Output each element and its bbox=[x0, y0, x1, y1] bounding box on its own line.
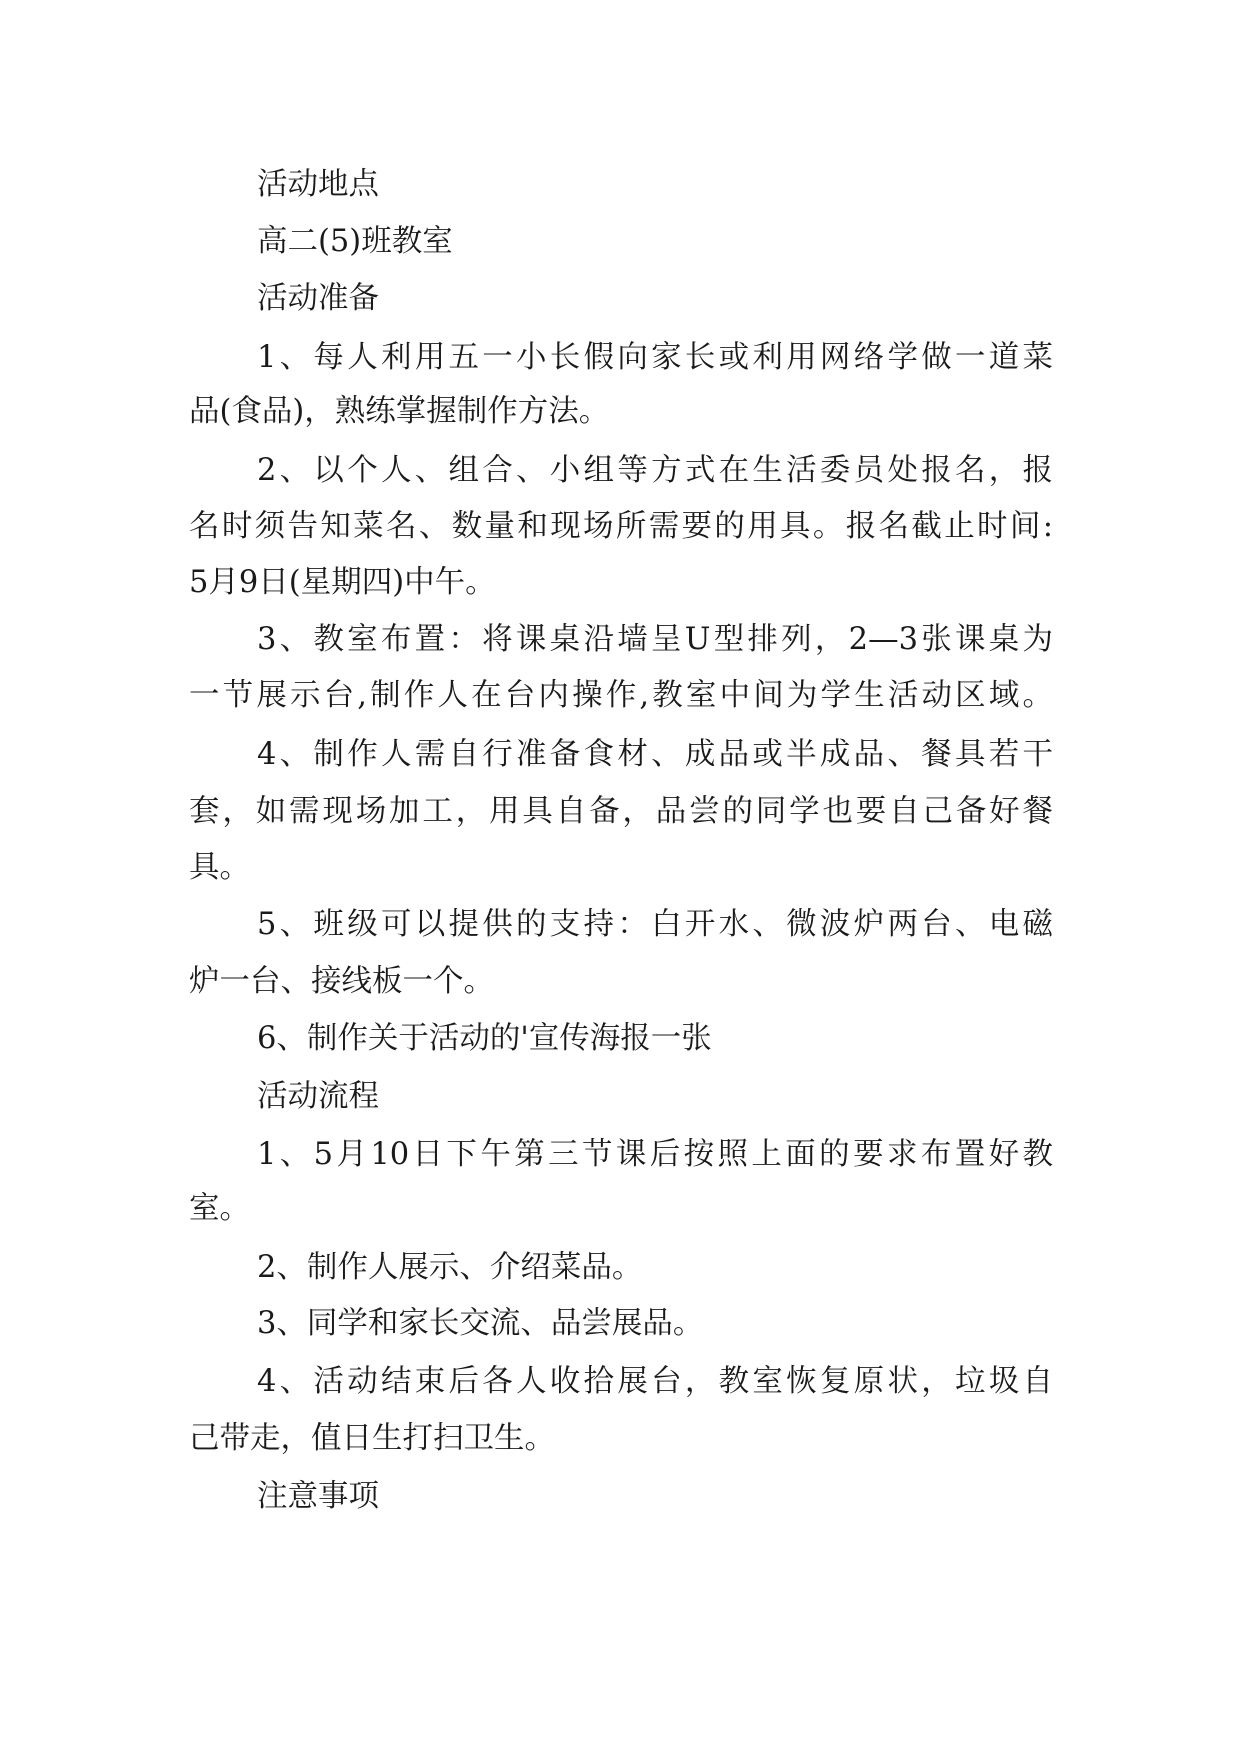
process-item-2: 2、制作人展示、介绍菜品。 bbox=[257, 1250, 643, 1285]
prep-item-5-line-2: 炉一台、接线板一个。 bbox=[189, 964, 494, 999]
location-text: 高二(5)班教室 bbox=[257, 224, 453, 259]
heading-activity-location: 活动地点 bbox=[257, 167, 379, 202]
prep-item-4-line-2: 套，如需现场加工，用具自备，品尝的同学也要自己备好餐 bbox=[189, 794, 1053, 829]
prep-item-2-line-1: 2、以个人、组合、小组等方式在生活委员处报名，报 bbox=[257, 453, 1053, 488]
prep-item-5-line-1: 5、班级可以提供的支持：白开水、微波炉两台、电磁 bbox=[257, 907, 1053, 942]
process-item-1-line-1: 1、5月10日下午第三节课后按照上面的要求布置好教 bbox=[257, 1137, 1053, 1172]
prep-item-3-line-2: 一节展示台,制作人在台内操作,教室中间为学生活动区域。 bbox=[189, 678, 1053, 713]
prep-item-3-line-1: 3、教室布置：将课桌沿墙呈U型排列，2—3张课桌为 bbox=[257, 622, 1053, 657]
prep-item-4-line-1: 4、制作人需自行准备食材、成品或半成品、餐具若干 bbox=[257, 737, 1053, 772]
prep-item-1-line-2: 品(食品)，熟练掌握制作方法。 bbox=[189, 394, 610, 429]
process-item-1-line-2: 室。 bbox=[189, 1191, 250, 1226]
heading-activity-process: 活动流程 bbox=[257, 1079, 379, 1114]
heading-notes: 注意事项 bbox=[257, 1479, 379, 1514]
process-item-3: 3、同学和家长交流、品尝展品。 bbox=[257, 1306, 704, 1341]
prep-item-2-line-2: 名时须告知菜名、数量和现场所需要的用具。报名截止时间: bbox=[189, 509, 1053, 544]
prep-item-1-line-1: 1、每人利用五一小长假向家长或利用网络学做一道菜 bbox=[257, 340, 1053, 375]
prep-item-6: 6、制作关于活动的'宣传海报一张 bbox=[257, 1021, 712, 1056]
prep-item-4-line-3: 具。 bbox=[189, 850, 250, 885]
process-item-4-line-2: 己带走，值日生打扫卫生。 bbox=[189, 1421, 555, 1456]
heading-activity-preparation: 活动准备 bbox=[257, 281, 379, 316]
prep-item-2-line-3: 5月9日(星期四)中午。 bbox=[189, 565, 496, 600]
process-item-4-line-1: 4、活动结束后各人收拾展台，教室恢复原状，垃圾自 bbox=[257, 1364, 1053, 1399]
